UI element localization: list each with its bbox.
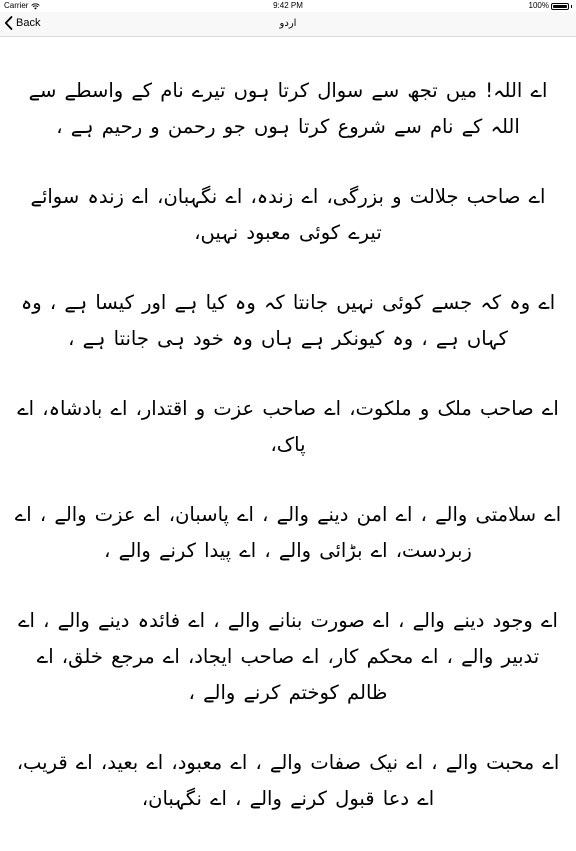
paragraph: اے وہ کہ جسے کوئی نہیں جانتا کہ وہ کیا ہے اور کیسا ہے ، وہ کہاں ہے ، وہ کیونکر ہے ہاں وہ خود ہی جانتا ہے ، xyxy=(20,291,556,350)
paragraph: اے وجود دینے والے ، اے صورت بنانے والے ، اے فائدہ دینے والے ، اے تدبیر والے ، اے محکم کار، اے صاحب ایجاد، اے مرجع خلق، اے ظالم کوختم کرنے والے ، xyxy=(18,609,558,704)
battery-percent: 100% xyxy=(528,1,549,10)
battery-fill xyxy=(553,5,567,8)
paragraph: اے صاحب ملک و ملکوت، اے صاحب عزت و اقتدار، اے بادشاہ، اے پاک، xyxy=(17,397,559,456)
navigation-bar xyxy=(0,12,576,37)
status-bar xyxy=(0,0,576,12)
status-right xyxy=(529,0,572,12)
text-body xyxy=(14,73,562,851)
back-label: Back xyxy=(16,17,41,29)
content-area[interactable] xyxy=(0,37,576,810)
paragraph: اے اللہ! میں تجھ سے سوال کرتا ہوں تیرے نام کے واسطے سے اللہ کے نام سے شروع کرتا ہوں جو رحمن و رحیم ہے ، xyxy=(28,79,548,138)
page-title: اردو xyxy=(279,18,297,29)
battery-tip xyxy=(571,5,572,8)
paragraph: اے محبت والے ، اے نیک صفات والے ، اے معبود، اے بعید، اے قریب، اے دعا قبول کرنے والے ، اے نگہبان، xyxy=(16,751,560,810)
paragraph: اے صاحب جلالت و بزرگی، اے زندہ، اے نگہبان، اے زندہ سوائے تیرے کوئی معبود نہیں، xyxy=(30,185,546,244)
status-time: 9:42 PM xyxy=(273,1,303,10)
battery-icon xyxy=(551,3,569,10)
paragraph: اے سلامتی والے ، اے امن دینے والے ، اے پاسبان، اے عزت والے ، اے زبردست، اے بڑائی والے ، اے پیدا کرنے والے ، xyxy=(14,503,562,562)
carrier-label: Carrier xyxy=(4,1,29,10)
